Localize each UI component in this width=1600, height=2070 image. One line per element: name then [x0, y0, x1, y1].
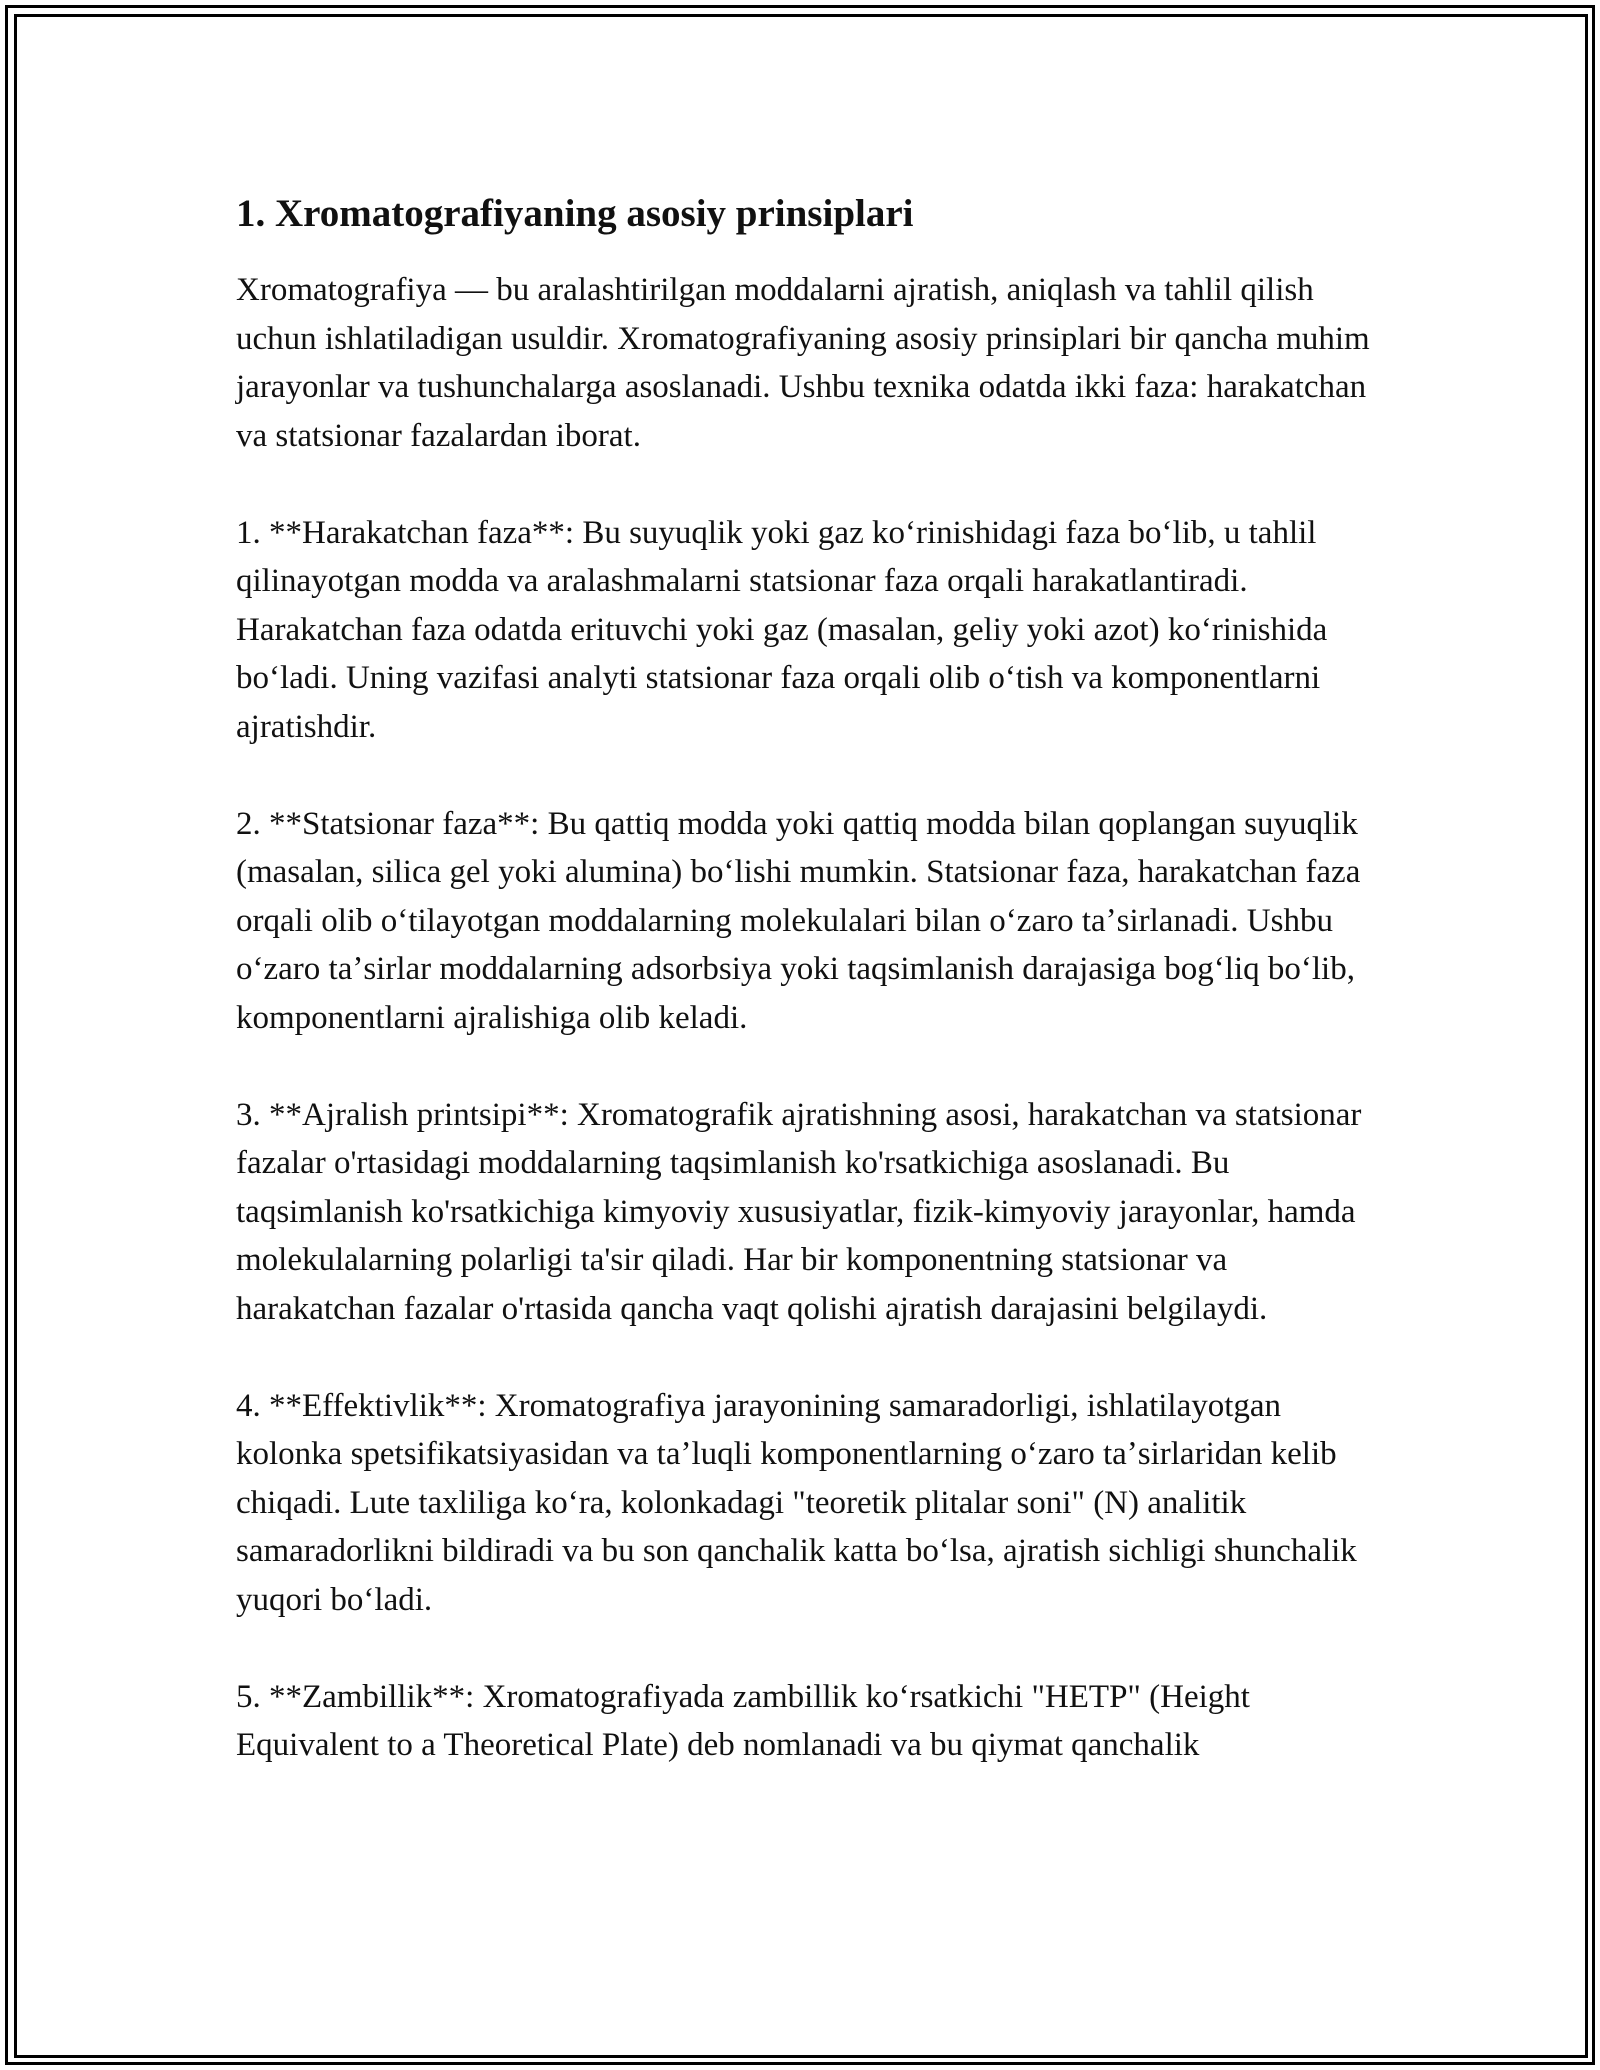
intro-paragraph: Xromatografiya — bu aralashtirilgan moddalarni ajratish, aniqlash va tahlil qilish uchun ishlatiladigan usuldir. Xromatografiyaning asosiy prinsiplari bir qancha muhim jarayonlar va tushunchalarga asoslanadi. Ushbu texnika odatda ikki faza: harakatchan va statsionar fazalardan iborat. [236, 272, 1370, 454]
section-heading: 1. Xromatografiyaning asosiy prinsiplari [236, 192, 914, 235]
list-item-separation-principle: 3. **Ajralish printsipi**: Xromatografik ajratishning asosi, harakatchan va statsionar fazalar o'rtasidagi moddalarning taqsimlanish ko'rsatkichiga asoslanadi. Bu taqsimlanish ko'rsatkichiga kimyoviy xususiyatlar, fizik-kimyoviy jarayonlar, hamda molekulalarning polarligi ta'sir qiladi. Har bir komponentning statsionar va harakatchan fazalar o'rtasida qancha vaqt qolishi ajratish darajasini belgilaydi. [236, 1096, 1362, 1327]
document-body [236, 188, 1386, 1818]
list-item-mobile-phase: 1. **Harakatchan faza**: Bu suyuqlik yoki gaz koʻrinishidagi faza boʻlib, u tahlil qilinayotgan modda va aralashmalarni statsionar faza orqali harakatlantiradi. Harakatchan faza odatda erituvchi yoki gaz (masalan, geliy yoki azot) koʻrinishida boʻladi. Uning vazifasi analyti statsionar faza orqali olib oʻtish va komponentlarni ajratishdir. [236, 514, 1328, 745]
list-item-hetp: 5. **Zambillik**: Xromatografiyada zambillik koʻrsatkichi "HETP" (Height Equivalent to a Theoretical Plate) deb nomlanadi va bu qiymat qanchalik [236, 1678, 1250, 1763]
list-item-efficiency: 4. **Effektivlik**: Xromatografiya jarayonining samaradorligi, ishlatilayotgan kolonka spetsifikatsiyasidan va taʼluqli komponentlarning oʻzaro taʼsirlaridan kelib chiqadi. Lute taxliliga koʻra, kolonkadagi "teoretik plitalar soni" (N) analitik samaradorlikni bildiradi va bu son qanchalik katta boʻlsa, ajratish sichligi shunchalik yuqori boʻladi. [236, 1387, 1357, 1618]
list-item-stationary-phase: 2. **Statsionar faza**: Bu qattiq modda yoki qattiq modda bilan qoplangan suyuqlik (masalan, silica gel yoki alumina) boʻlishi mumkin. Statsionar faza, harakatchan faza orqali olib oʻtilayotgan moddalarning molekulalari bilan oʻzaro taʼsirlanadi. Ushbu oʻzaro taʼsirlar moddalarning adsorbsiya yoki taqsimlanish darajasiga bogʻliq boʻlib, komponentlarni ajralishiga olib keladi. [236, 805, 1361, 1036]
